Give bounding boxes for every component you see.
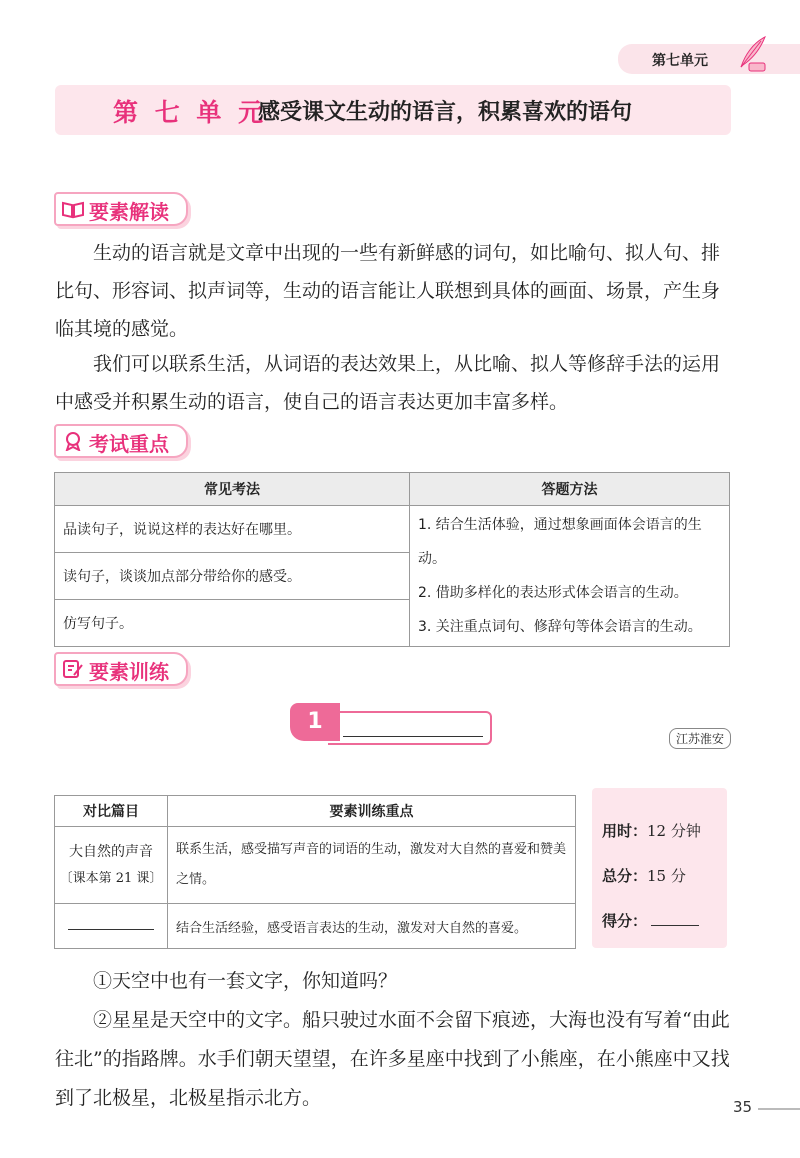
exercise-title-box [328, 711, 492, 745]
book-icon [62, 199, 84, 219]
interpretation-paragraph-1: 生动的语言就是文章中出现的一些有新鲜感的词句，如比喻句、拟人句、排比句、形容词、拟声词等，生动的语言能让人联想到具体的画面、场景，产生身临其境的感觉。 [55, 242, 721, 340]
exercise-title-blank[interactable] [343, 736, 483, 737]
answer-methods [410, 506, 730, 647]
interpretation-paragraph-2: 我们可以联系生活，从词语的表达效果上，从比喻、拟人等修辞手法的运用中感受并积累生动的语言，使自己的语言表达更加丰富多样。 [55, 353, 721, 413]
time-row [602, 820, 701, 841]
time-value: 12 分钟 [647, 822, 701, 840]
score-blank[interactable] [651, 925, 699, 926]
score-row [602, 910, 699, 931]
section-header-training [54, 652, 188, 686]
time-label: 用时： [602, 822, 648, 840]
exam-question: 仿写句子。 [55, 600, 410, 647]
page-number-rule [758, 1108, 800, 1110]
table-header: 常见考法 [55, 473, 410, 506]
story-paragraph-1: ①天空中也有一套文字，你知道吗？ [93, 970, 398, 992]
corner-unit-label: 第七单元 [652, 53, 708, 69]
lesson-title-blank[interactable] [68, 929, 154, 930]
exam-question: 品读句子，说说这样的表达好在哪里。 [55, 506, 410, 553]
exercise-number: 1 [290, 703, 340, 741]
source-tag: 江苏淮安 [669, 728, 731, 749]
section-title: 要素解读 [89, 200, 169, 224]
page-number: 35 [733, 1098, 753, 1116]
answer-method: 2. 借助多样化的表达形式体会语言的生动。 [418, 585, 688, 601]
story-paragraph-2: ②星星是天空中的文字。船只驶过水面不会留下痕迹，大海也没有写着“由此往北”的指路牌。水手们朝天望望，在许多星座中找到了小熊座，在小熊座中又找到了北极星，北极星指示北方。 [55, 1009, 730, 1109]
total-label: 总分： [602, 867, 648, 885]
training-focus: 联系生活，感受描写声音的词语的生动，激发对大自然的喜爱和赞美之情。 [168, 827, 576, 904]
answer-method: 1. 结合生活体验，通过想象画面体会语言的生动。 [418, 517, 702, 567]
section-header-interpretation [54, 192, 188, 226]
training-focus: 结合生活经验，感受语言表达的生动，激发对大自然的喜爱。 [168, 904, 576, 949]
table-header: 要素训练重点 [168, 796, 576, 827]
answer-method: 3. 关注重点词句、修辞句等体会语言的生动。 [418, 619, 702, 635]
section-title: 要素训练 [89, 660, 169, 684]
lesson-reference: 〔课本第 21 课〕 [59, 871, 163, 886]
compare-table [54, 795, 576, 949]
total-row [602, 865, 686, 886]
total-value: 15 分 [647, 867, 686, 885]
compare-title-blank-cell[interactable] [55, 904, 168, 949]
compare-title-cell [55, 827, 168, 904]
corner-tab [618, 44, 800, 74]
unit-title: 感受课文生动的语言，积累喜欢的语句 [258, 100, 633, 125]
exam-table [54, 472, 730, 647]
section-header-exam-focus [54, 424, 188, 458]
lesson-title: 大自然的声音 [69, 844, 153, 860]
exam-question: 读句子，谈谈加点部分带给你的感受。 [55, 553, 410, 600]
section-title: 考试重点 [89, 432, 169, 456]
table-header: 答题方法 [410, 473, 730, 506]
feather-pen-icon [733, 33, 769, 73]
unit-label: 第 七 单 元 [113, 98, 268, 127]
pencil-note-icon [62, 659, 84, 679]
award-badge-icon [62, 431, 84, 451]
table-header: 对比篇目 [55, 796, 168, 827]
score-label: 得分： [602, 912, 648, 930]
